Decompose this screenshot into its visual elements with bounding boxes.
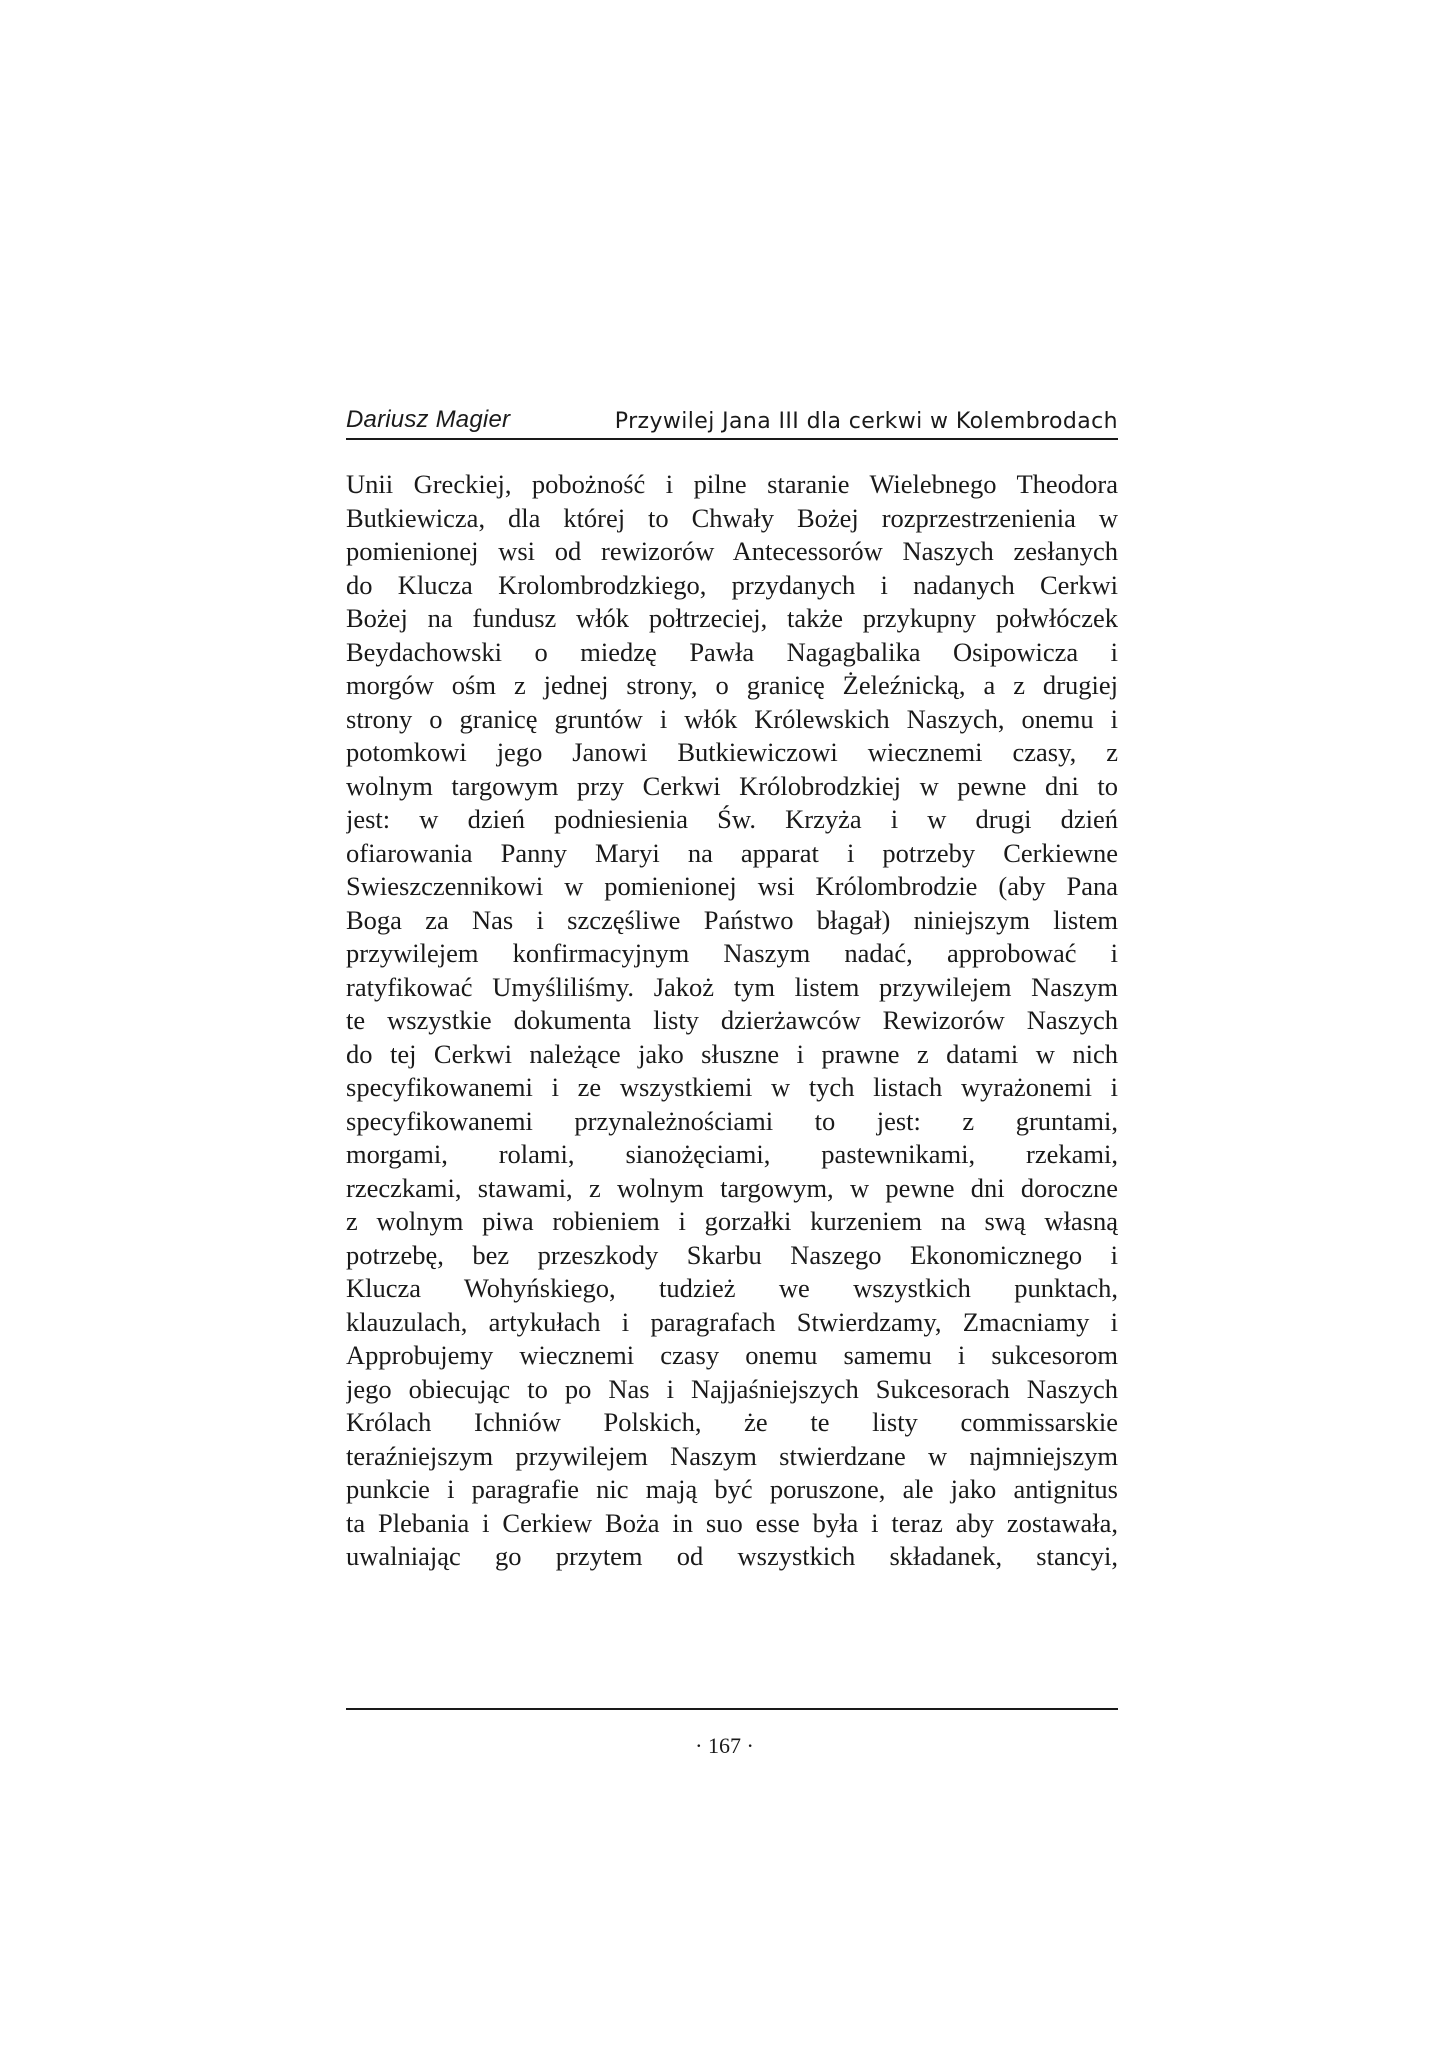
text-line: rzeczkami, stawami, z wolnym targowym, w pewne dni doroczne	[346, 1172, 1118, 1203]
header-article-title: Przywilej Jana III dla cerkwi w Kolembrodach	[614, 409, 1118, 434]
text-line: Butkiewicza, dla której to Chwały Bożej rozprzestrzenienia w	[346, 502, 1118, 533]
body-text	[346, 468, 1118, 1574]
text-line: Swieszczennikowi w pomienionej wsi Królombrodzie (aby Pana	[346, 871, 1118, 901]
text-line: pomienionej wsi od rewizorów Antecessorów Naszych zesłanych	[346, 536, 1118, 566]
text-line: Beydachowski o miedzę Pawła Nagagbalika Osipowicza i	[346, 636, 1118, 667]
text-line: do tej Cerkwi należące jako słuszne i prawne z datami w nich	[346, 1038, 1118, 1069]
text-line: teraźniejszym przywilejem Naszym stwierdzane w najmniejszym	[346, 1440, 1118, 1471]
text-line: przywilejem konfirmacyjnym Naszym nadać, approbować i	[346, 938, 1118, 968]
text-line: potrzebę, bez przeszkody Skarbu Naszego Ekonomicznego i	[346, 1239, 1118, 1270]
text-line: specyfikowanemi przynależnościami to jest: z gruntami,	[346, 1105, 1118, 1136]
text-line: strony o granicę gruntów i włók Królewskich Naszych, onemu i	[346, 703, 1118, 734]
text-line: morgami, rolami, sianożęciami, pastewnikami, rzekami,	[346, 1139, 1118, 1169]
text-line: Królach Ichniów Polskich, że te listy commissarskie	[346, 1407, 1118, 1437]
text-line: do Klucza Krolombrodzkiego, przydanych i nadanych Cerkwi	[346, 569, 1118, 600]
page-number: · 167 ·	[695, 1733, 754, 1758]
text-line: Boga za Nas i szczęśliwe Państwo błagał) niniejszym listem	[346, 904, 1118, 935]
text-line: z wolnym piwa robieniem i gorzałki kurzeniem na swą własną	[346, 1206, 1118, 1236]
text-line: specyfikowanemi i ze wszystkiemi w tych listach wyrażonemi i	[346, 1072, 1118, 1102]
text-line: potomkowi jego Janowi Butkiewiczowi wiecznemi czasy, z	[346, 737, 1118, 767]
text-line: Klucza Wohyńskiego, tudzież we wszystkich punktach,	[346, 1273, 1118, 1303]
text-line: Unii Greckiej, pobożność i pilne staranie Wielebnego Theodora	[346, 469, 1118, 499]
text-line: jest: w dzień podniesienia Św. Krzyża i w drugi dzień	[346, 804, 1118, 834]
text-line: Approbujemy wiecznemi czasy onemu samemu i sukcesorom	[346, 1340, 1118, 1370]
text-line: ofiarowania Panny Maryi na apparat i potrzeby Cerkiewne	[346, 837, 1118, 868]
text-line: uwalniając go przytem od wszystkich składanek, stancyi,	[346, 1541, 1118, 1571]
text-line: te wszystkie dokumenta listy dzierżawców Rewizorów Naszych	[346, 1005, 1118, 1035]
text-line: ratyfikować Umyśliliśmy. Jakoż tym listem przywilejem Naszym	[346, 971, 1118, 1002]
text-line: klauzulach, artykułach i paragrafach Stwierdzamy, Zmacniamy i	[346, 1306, 1118, 1337]
running-header	[346, 398, 1118, 440]
text-line: ta Plebania i Cerkiew Boża in suo esse była i teraz aby zostawała,	[346, 1507, 1118, 1538]
text-line: wolnym targowym przy Cerkwi Królobrodzkiej w pewne dni to	[346, 770, 1118, 801]
text-line: morgów ośm z jednej strony, o granicę Żeleźnicką, a z drugiej	[346, 670, 1118, 700]
header-author: Dariusz Magier	[346, 406, 511, 433]
footer-rule	[346, 1708, 1118, 1710]
text-line: jego obiecując to po Nas i Najjaśniejszych Sukcesorach Naszych	[346, 1373, 1118, 1404]
text-line: punkcie i paragrafie nic mają być poruszone, ale jako antignitus	[346, 1474, 1118, 1504]
text-line: Bożej na fundusz włók połtrzeciej, także przykupny połwłóczek	[346, 603, 1118, 633]
